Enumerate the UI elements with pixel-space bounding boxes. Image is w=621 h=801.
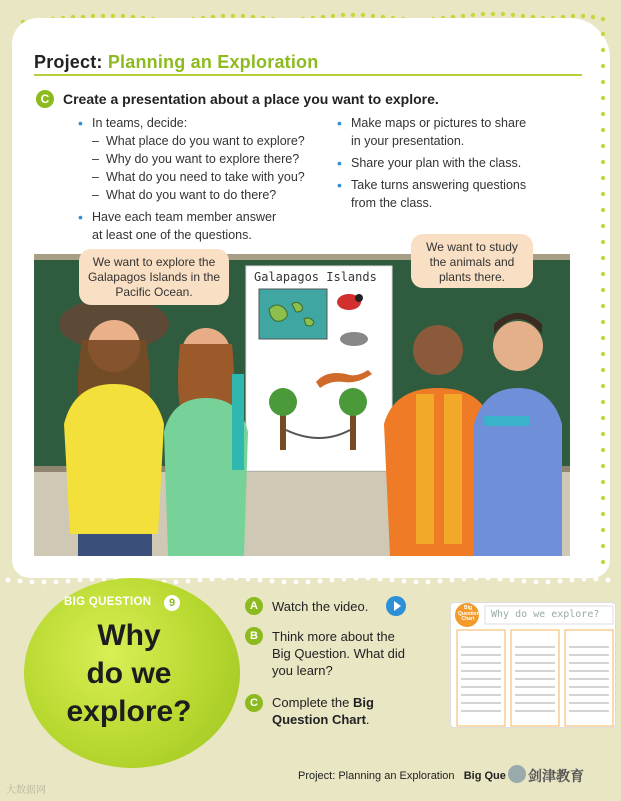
bq-line: Why [97,619,161,652]
big-question-chart-thumbnail [450,602,616,728]
galapagos-poster [246,266,392,471]
wechat-icon [508,765,526,783]
activity-a-badge: A [245,597,263,615]
chart-thumb-heading: Why do we explore? [491,609,600,620]
activity-b-text [272,628,405,679]
chart-thumb-badge-line: Chart [461,616,475,622]
activity-c-bold: Question Chart [272,712,366,727]
child-hat [59,298,169,556]
speech-bubble-right: We want to study the animals and plants there. [411,234,533,288]
chart-thumb-badge-line: Big [463,605,473,611]
bullet-teams-decide: • In teams, decide: [78,114,328,132]
bullet-line: at least one of the questions. [92,228,252,242]
bq-line: do we [86,657,172,690]
footer-bold: Big Que [463,770,506,782]
dash-item: – What place do you want to explore? [78,132,328,150]
watermark-right: 剑津教育 [528,768,584,784]
big-question-label: BIG QUESTION [64,596,152,608]
bullet-share: • Share your plan with the class. [337,154,557,172]
bullet-team-member [78,208,328,244]
instruction-text: Create a presentation about a place you want to explore. [63,91,439,107]
speech-bubble-left: We want to explore the Galapagos Islands in the Pacific Ocean. [79,249,229,305]
big-question-number: 9 [164,595,180,611]
dash-item: – What do you want to do there? [78,186,328,204]
bullet-line: from the class. [351,196,433,210]
activity-b-line: you learn? [272,663,333,678]
activity-c-post: . [365,712,370,727]
title-underline [34,74,582,76]
activity-b-line: Big Question. What did [272,646,405,661]
bq-line: explore? [66,695,192,728]
watermark-left: 大数据网 [6,785,46,796]
activity-a-text: Watch the video. [272,599,369,614]
step-c-badge: C [36,90,54,108]
bullet-line: Take turns answering questions [351,178,527,192]
play-video-icon[interactable] [386,596,406,616]
title-prefix: Project: [34,52,103,72]
activity-c-badge: C [245,694,263,712]
bullet-take-turns [337,176,557,212]
bullet-list-left [78,114,328,244]
dash-item: – What do you need to take with you? [78,168,328,186]
activity-c-text [272,694,442,728]
poster-title: Galapagos Islands [254,270,377,284]
chart-thumb-badge-line: Question [458,610,480,617]
activity-c-pre: Complete the [272,695,353,710]
chart-thumb-badge [458,606,478,623]
big-question-title [34,617,224,731]
bullet-line: Make maps or pictures to share [351,116,527,130]
activity-b-line: Think more about the [272,629,395,644]
dash-item: – Why do you want to explore there? [78,150,328,168]
bullet-line: Have each team member answer [92,210,277,224]
footer-text: Project: Planning an Exploration [298,770,455,782]
activity-b-badge: B [245,627,263,645]
activity-c-bold: Big [352,695,374,710]
bullet-list-right [337,114,557,212]
dotted-border-right [596,24,610,584]
page-footer [298,770,506,782]
page-title [34,52,318,73]
bullet-maps [337,114,557,150]
title-main: Planning an Exploration [107,52,319,72]
bullet-line: in your presentation. [351,134,465,148]
